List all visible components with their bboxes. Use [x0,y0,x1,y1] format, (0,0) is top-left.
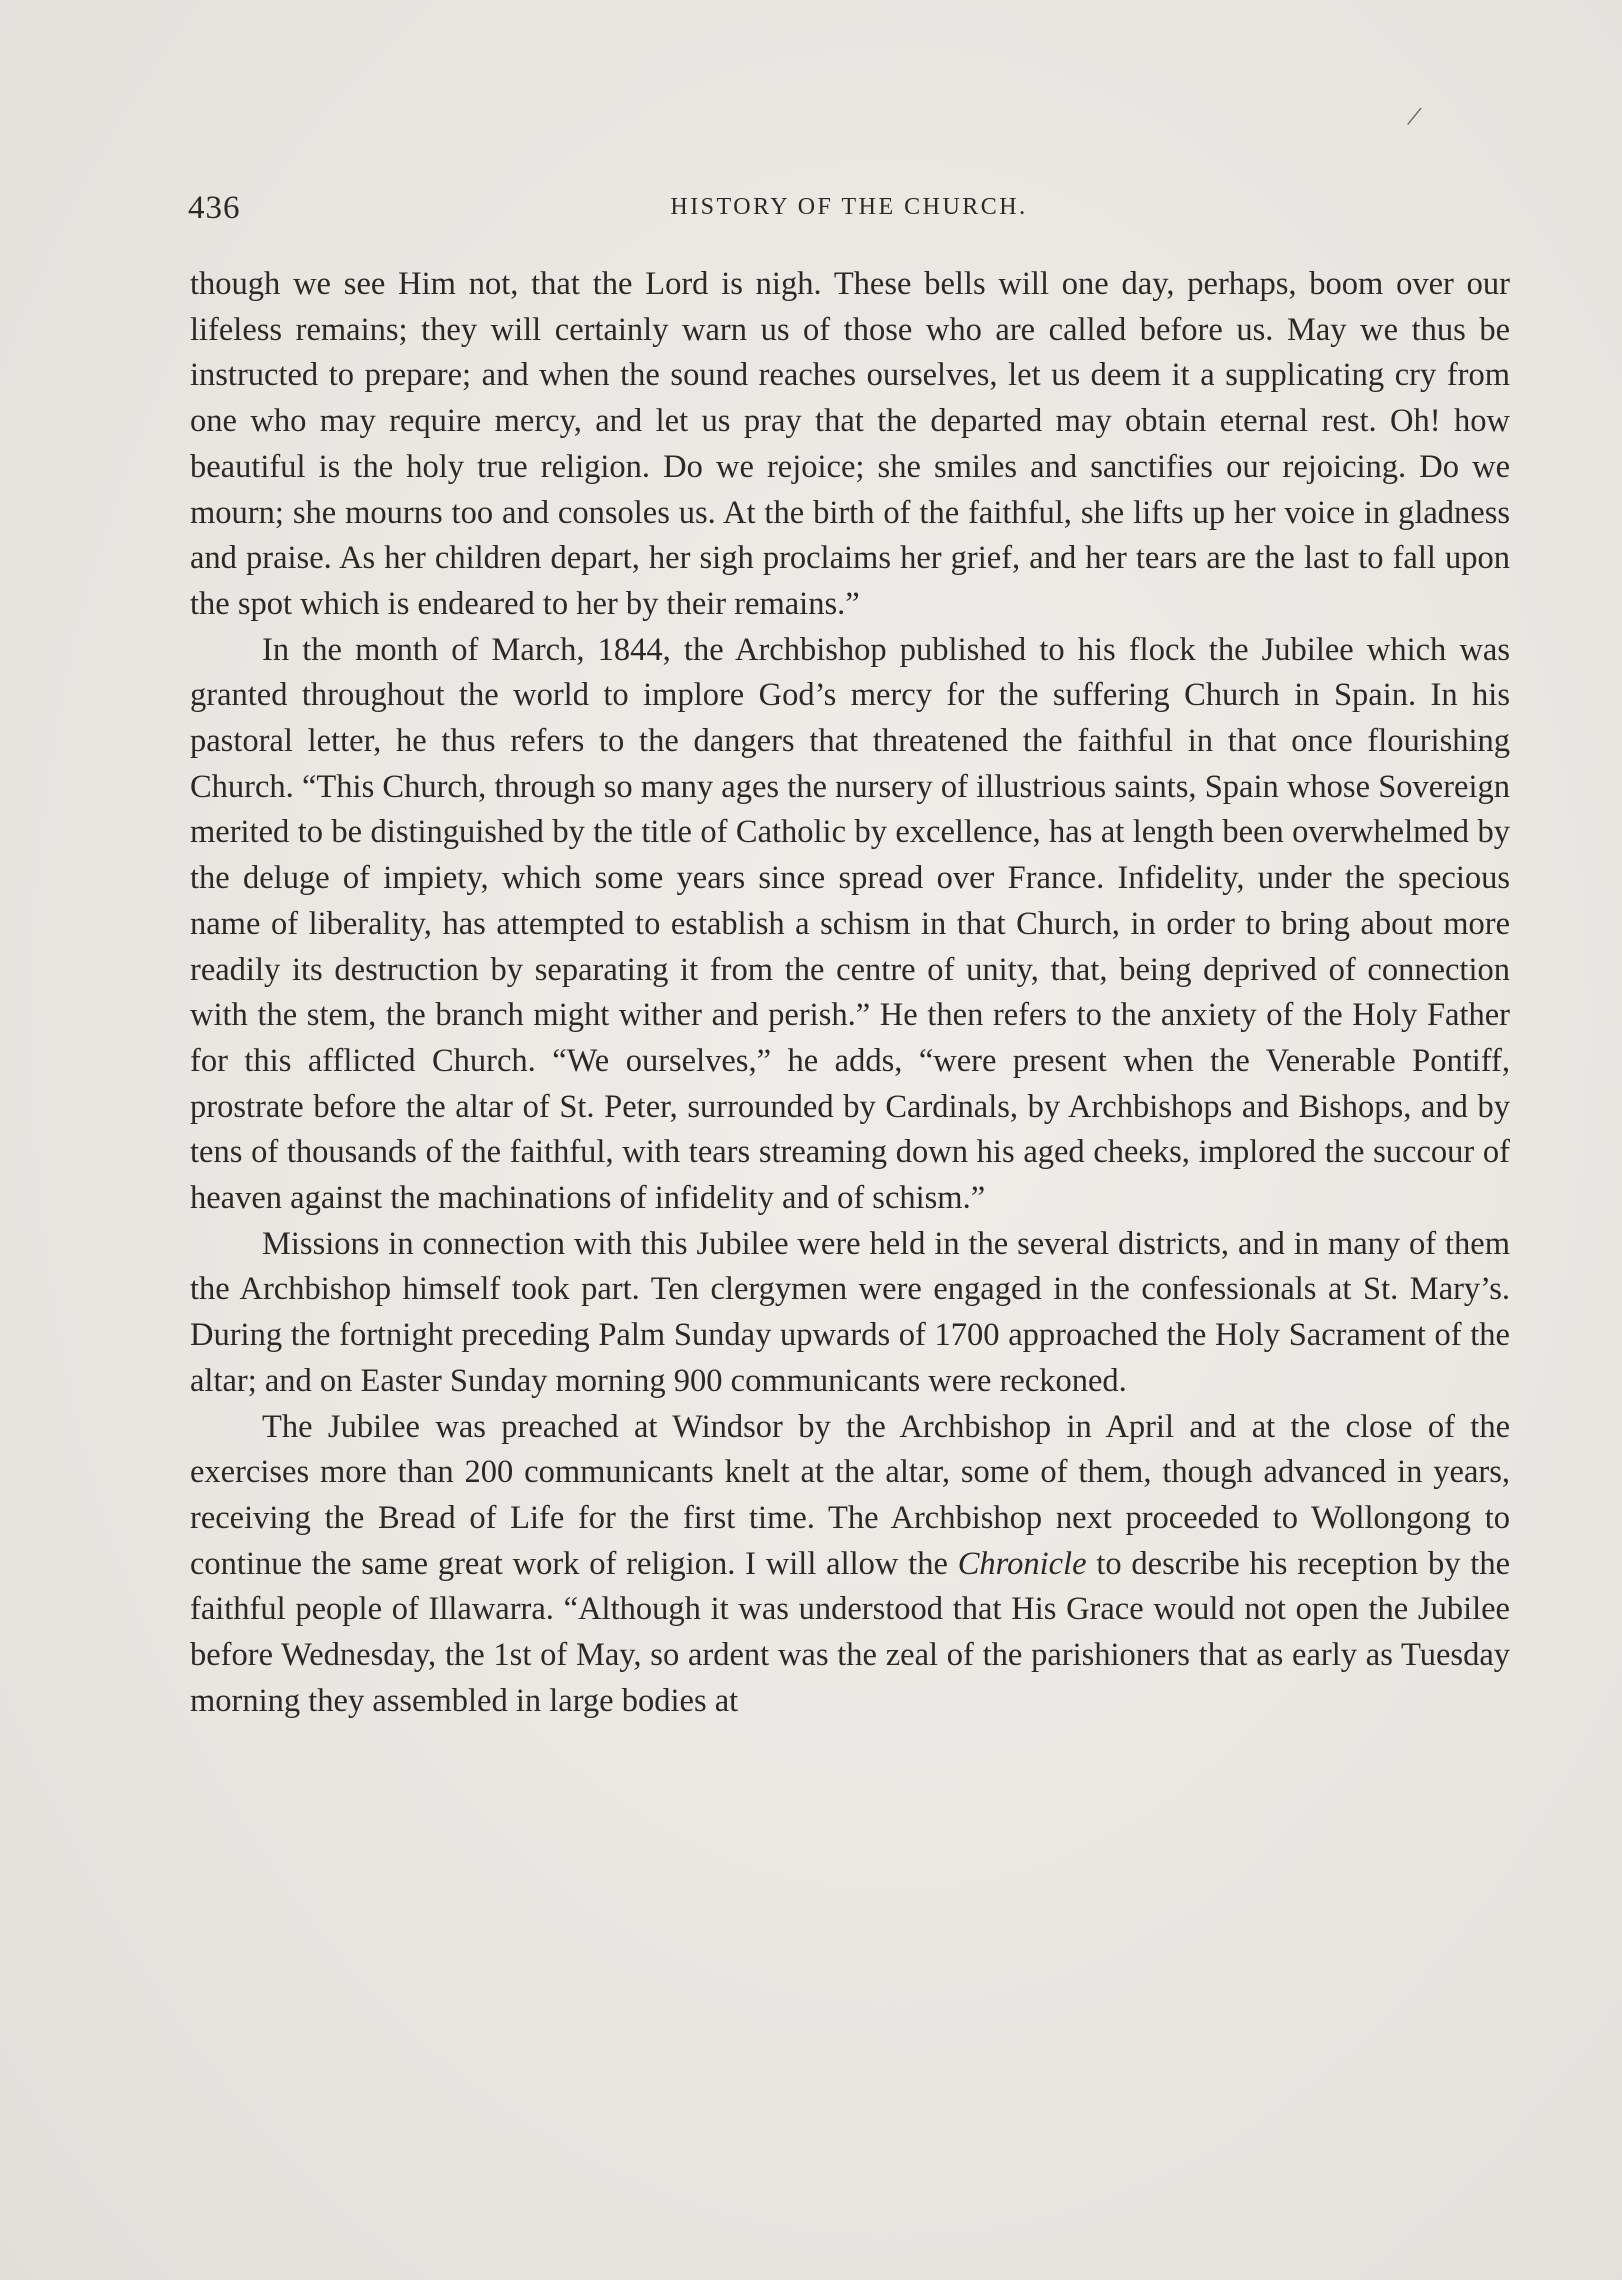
margin-mark: / [1404,99,1424,134]
body-text [190,262,1510,1725]
newspaper-title: Chronicle [957,1545,1087,1582]
paragraph-3: Missions in connection with this Jubilee were held in the several districts, and in many of them the Archbishop himself took part. Ten clergymen were engaged in the confessionals at St. Mary’s. During the fortnight preceding Palm Sunday upwards of 1700 approached the Holy Sacrament of the altar; and on Easter Sunday morning 900 communicants were reckoned. [190,1225,1510,1399]
page-header [188,190,1510,230]
paragraph-4 [190,1405,1510,1725]
page-number: 436 [188,190,241,226]
paragraph-4-part-1: The Jubilee was preached at Windsor by the Archbishop in April and at the close of the exercises more than 200 communicants knelt at the altar, some of them, though advanced in years, receiving the Bread of Life for the first time. The Archbishop next proceeded to Wollongong to continue the same great work of religion. I will allow the [190,1408,1510,1582]
paragraph-4-part-2: to describe his reception by the faithful people of Illawarra. “Although it was understood that His Grace would not open the Jubilee before Wednesday, the 1st of May, so ardent was the zeal of the parishioners that as early as Tuesday morning they assembled in large bodies at [190,1545,1511,1719]
paragraph-2: In the month of March, 1844, the Archbishop published to his flock the Jubilee which was granted throughout the world to implore God’s mercy for the suffering Church in Spain. In his pastoral letter, he thus refers to the dangers that threatened the faithful in that once flourishing Church. “This Church, through so many ages the nursery of illustrious saints, Spain whose Sovereign merited to be distinguished by the title of Catholic by excellence, has at length been overwhelmed by the deluge of impiety, which some years since spread over France. Infidelity, under the specious name of liberality, has attempted to establish a schism in that Church, in order to bring about more readily its destruction by separating it from the centre of unity, that, being deprived of connection with the stem, the branch might wither and perish.” He then refers to the anxiety of the Holy Father for this afflicted Church. “We ourselves,” he adds, “were present when the Venerable Pontiff, prostrate before the altar of St. Peter, surrounded by Cardinals, by Archbishops and Bishops, and by tens of thousands of the faithful, with tears streaming down his aged cheeks, implored the succour of heaven against the machinations of infidelity and of schism.” [190,631,1510,1217]
running-title: HISTORY OF THE CHURCH. [670,194,1028,220]
paragraph-1: though we see Him not, that the Lord is nigh. These bells will one day, perhaps, boom over our lifeless remains; they will certainly warn us of those who are called before us. May we thus be instructed to prepare; and when the sound reaches ourselves, let us deem it a supplicating cry from one who may require mercy, and let us pray that the departed may obtain eternal rest. Oh! how beautiful is the holy true religion. Do we rejoice; she smiles and sanctifies our rejoicing. Do we mourn; she mourns too and consoles us. At the birth of the faithful, she lifts up her voice in gladness and praise. As her children depart, her sigh proclaims her grief, and her tears are the last to fall upon the spot which is endeared to her by their remains.” [190,266,1510,622]
